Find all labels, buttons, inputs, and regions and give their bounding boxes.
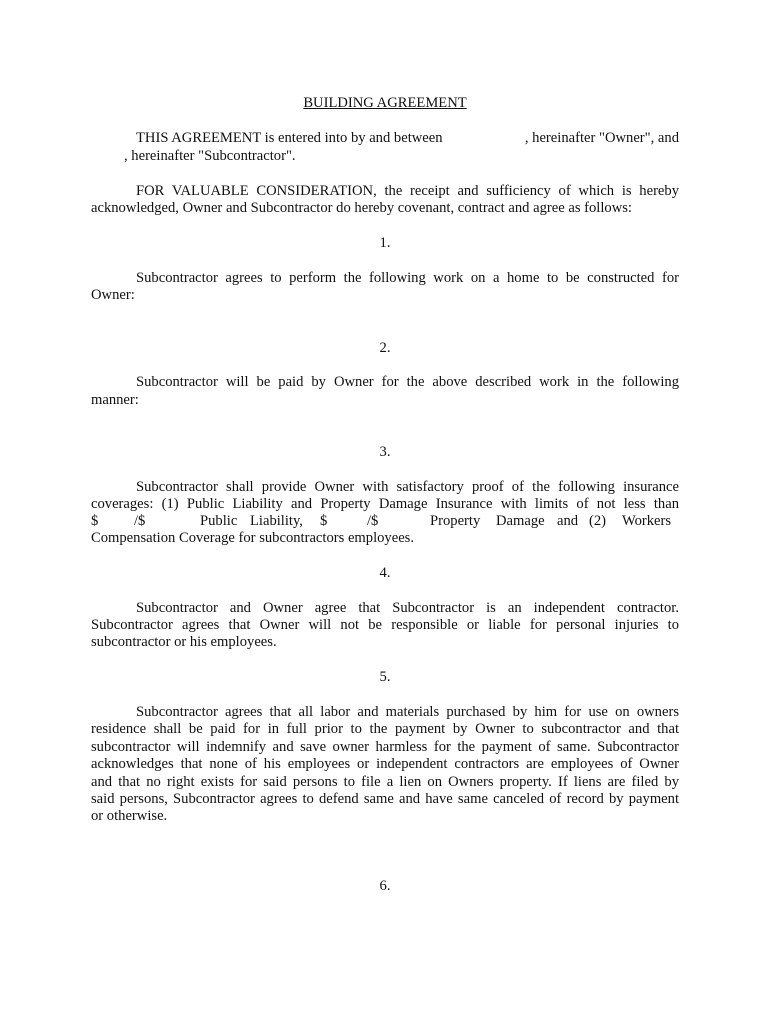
limits-word: Damage — [496, 513, 545, 529]
section-number: 5. — [379, 669, 391, 685]
section-line: manner: — [91, 392, 139, 408]
section-number: 2. — [379, 340, 391, 356]
section-line: Subcontractor agrees to perform the following work on a home to be constructed for — [136, 270, 679, 286]
section-line: Subcontractor shall provide Owner with satisfactory proof of the following insurance — [136, 479, 679, 495]
section-line: coverages: (1) Public Liability and Property Damage Insurance with limits of not less than — [91, 496, 679, 512]
limits-slash-1: /$ — [134, 513, 146, 529]
section-line: Subcontractor and Owner agree that Subcontractor is an independent contractor. — [136, 600, 679, 616]
consideration-line-2: acknowledged, Owner and Subcontractor do hereby covenant, contract and agree as follows: — [91, 200, 632, 216]
section-line: said persons, Subcontractor agrees to defend same and have same canceled of record by payment — [91, 791, 679, 807]
limits-word: and — [557, 513, 579, 529]
document-title: BUILDING AGREEMENT — [303, 95, 467, 111]
section-line: or otherwise. — [91, 808, 168, 824]
section-number: 4. — [379, 565, 391, 581]
section-line: acknowledges that none of his employees or independent contractors are employees of Owner — [91, 756, 679, 772]
section-number: 3. — [379, 444, 391, 460]
section-line: subcontractor or his employees. — [91, 634, 277, 650]
limits-dollar-1: $ — [91, 513, 99, 529]
section-line: Subcontractor agrees that Owner will not be responsible or liable for personal injuries to — [91, 617, 679, 633]
limits-word: Property — [430, 513, 481, 529]
intro-line-2: , hereinafter "Subcontractor". — [124, 148, 296, 164]
intro-line-1b: , hereinafter "Owner", and — [524, 130, 679, 146]
limits-word: Workers — [622, 513, 672, 529]
intro-line-1a: THIS AGREEMENT is entered into by and between — [136, 130, 443, 146]
section-line: Subcontractor will be paid by Owner for the above described work in the following — [136, 374, 679, 390]
section-line: Compensation Coverage for subcontractors employees. — [91, 530, 415, 546]
limits-word: (2) — [589, 513, 607, 529]
section-line: residence shall be paid for in full prior to the payment by Owner to subcontractor and that — [91, 721, 679, 737]
limits-word: Liability, — [250, 513, 303, 529]
section-line: subcontractor will indemnify and save owner harmless for the payment of same. Subcontractor — [91, 739, 679, 755]
section-number: 6. — [379, 878, 391, 894]
consideration-line-1: FOR VALUABLE CONSIDERATION, the receipt and sufficiency of which is hereby — [136, 183, 679, 199]
limits-word: Public — [200, 513, 238, 529]
limits-slash-2: /$ — [367, 513, 379, 529]
section-line: and that no right exists for said persons to file a lien on Owners property. If liens are filed by — [91, 774, 679, 790]
limits-dollar-2: $ — [320, 513, 328, 529]
section-line: Owner: — [91, 287, 135, 303]
section-line: Subcontractor agrees that all labor and materials purchased by him for use on owners — [136, 704, 679, 720]
section-number: 1. — [379, 235, 391, 251]
